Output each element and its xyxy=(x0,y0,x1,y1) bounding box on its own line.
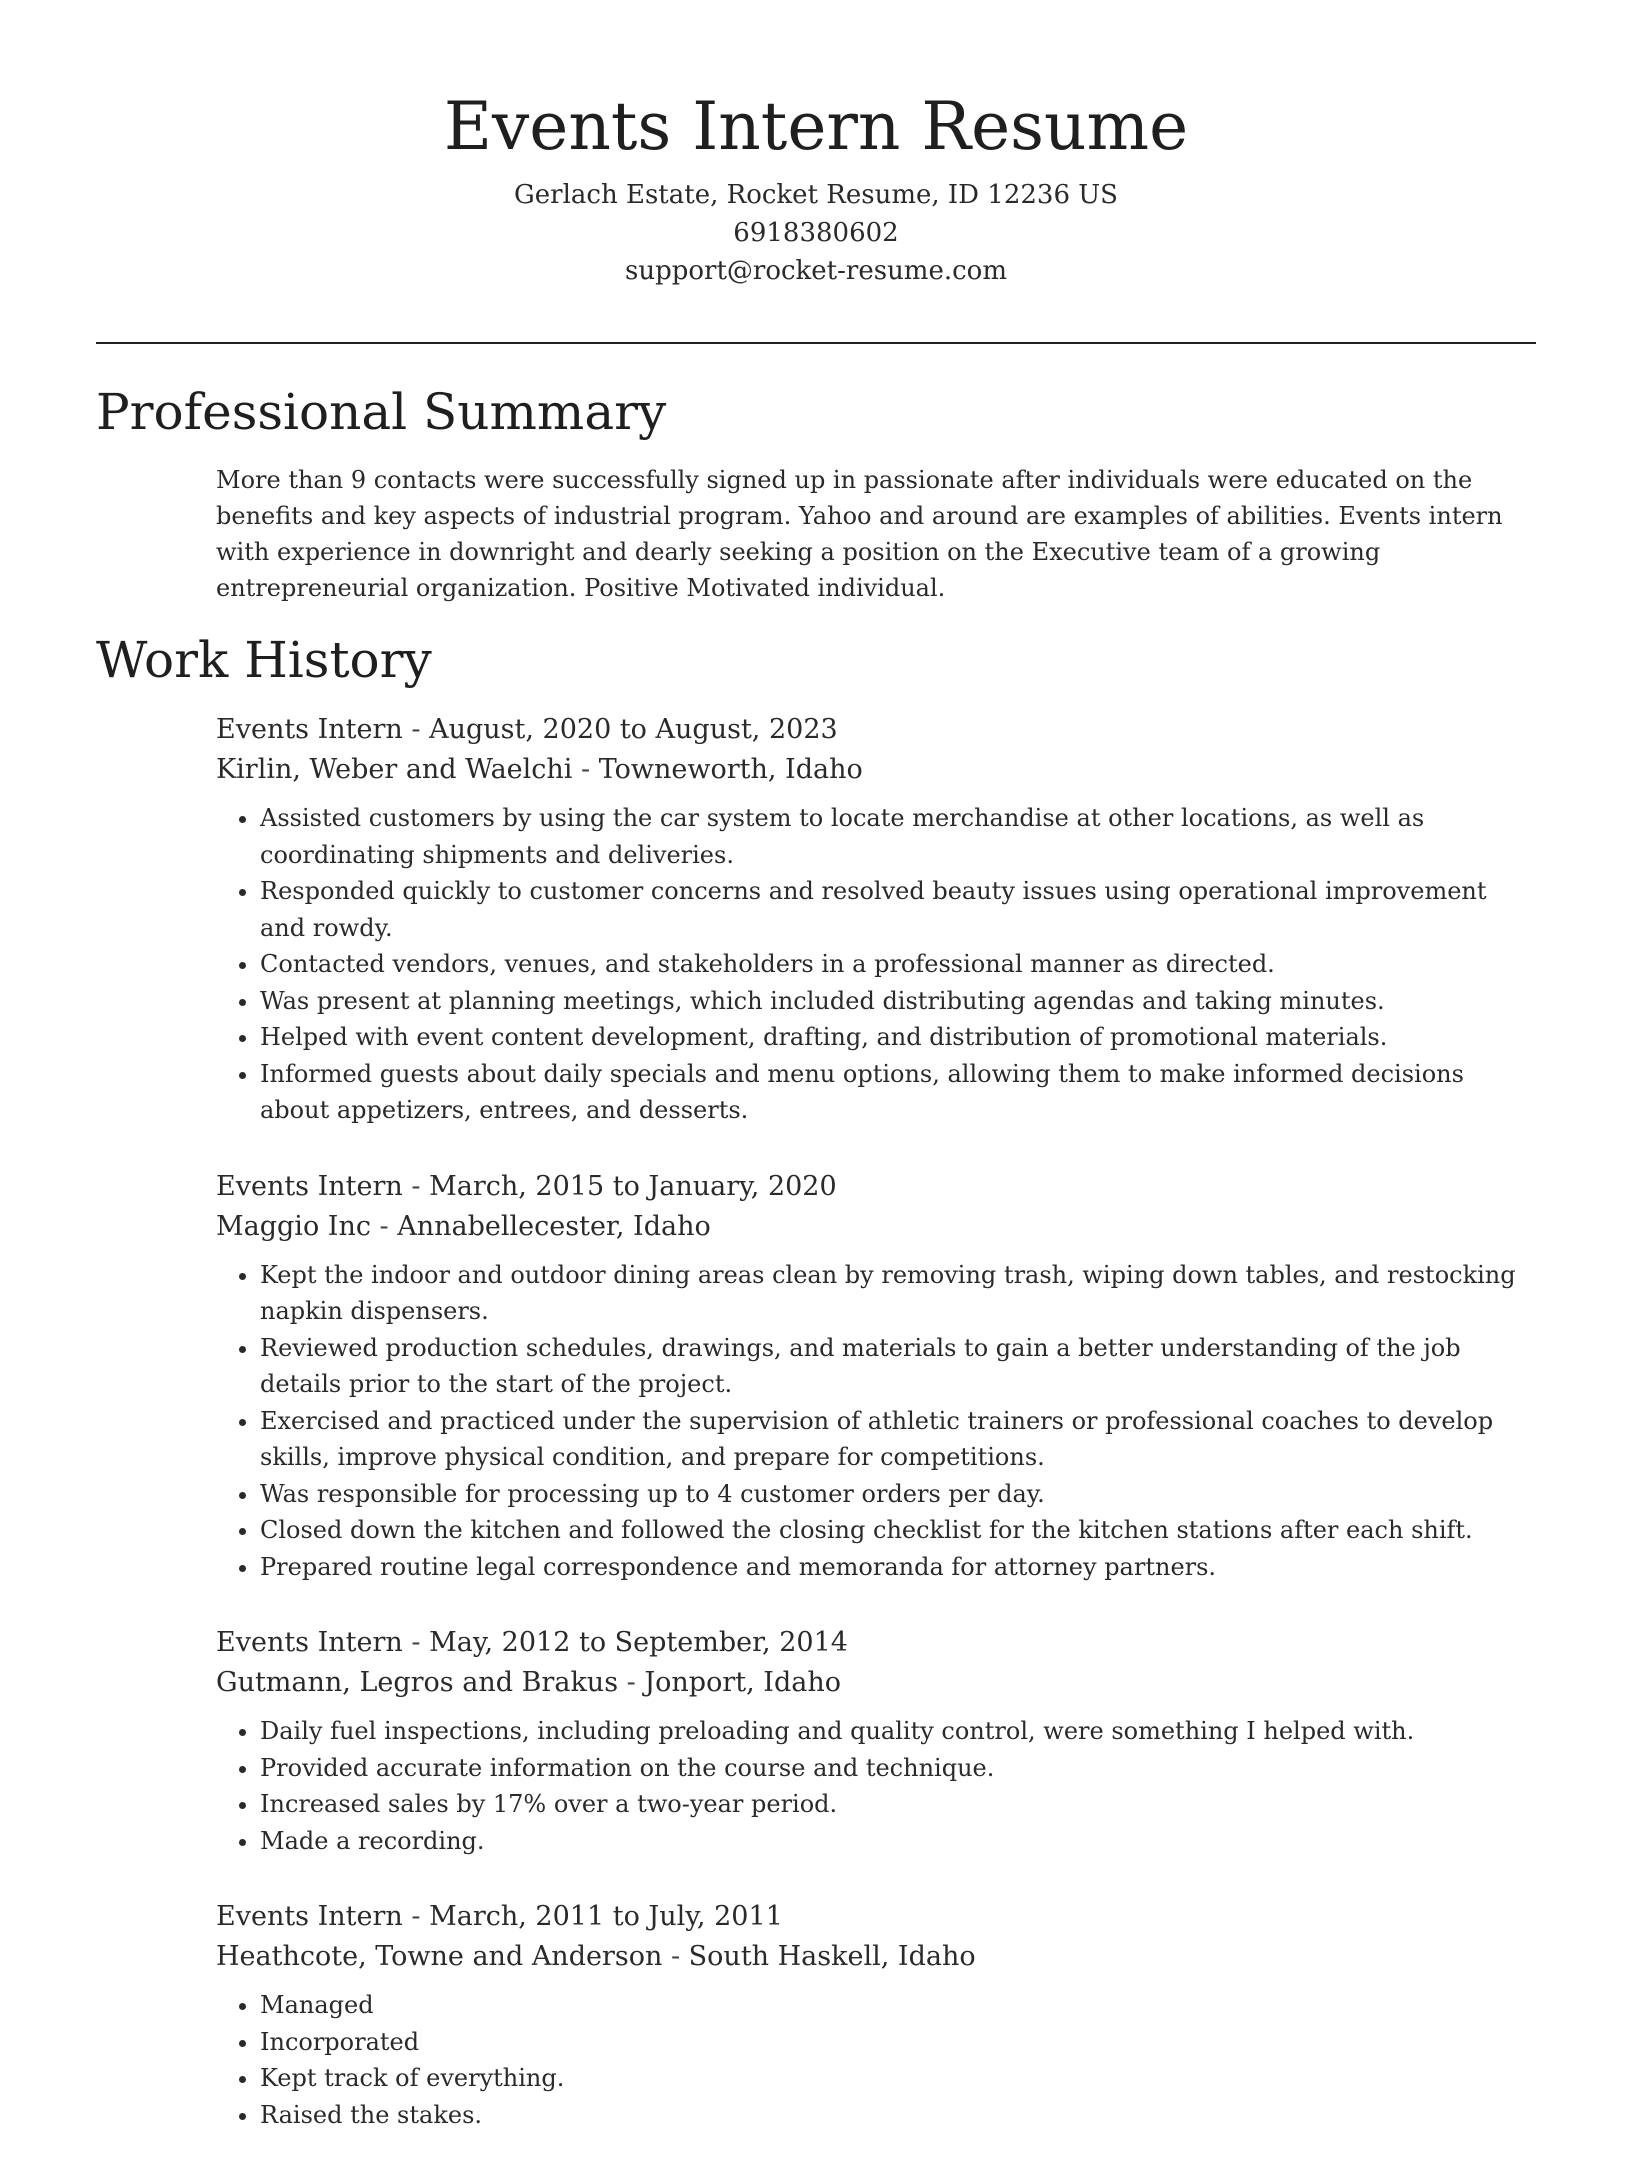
job-title-line xyxy=(216,1897,1536,1937)
job-company-line xyxy=(216,1663,1536,1703)
job-bullet: • Prepared routine legal correspondence and memoranda for attorney partners. xyxy=(260,1549,1536,1586)
job-bullet: • Closed down the kitchen and followed the closing checklist for the kitchen stations after each shift. xyxy=(260,1512,1536,1549)
job-separator: - xyxy=(370,1210,398,1242)
job-separator: - xyxy=(402,1901,430,1932)
job-location: Jonport, Idaho xyxy=(644,1667,841,1698)
job-bullet: • Raised the stakes. xyxy=(260,2097,1536,2134)
contact-email: support@rocket-resume.com xyxy=(624,256,1007,286)
summary-text: More than 9 contacts were successfully signed up in passionate after individuals were educated on the benefits and key aspects of industrial program. Yahoo and around are examples of abilities. Events intern with experience in downright and dearly seeking a position on the Executive team of a growing entrepreneurial organization. Positive Motivated individual. xyxy=(216,466,1503,602)
job-dates: May, 2012 to September, 2014 xyxy=(429,1627,848,1658)
job-bullet-list xyxy=(216,1987,1536,2133)
job-bullet: • Helped with event content development, drafting, and distribution of promotional materials. xyxy=(260,1019,1536,1056)
job-location: Towneworth, Idaho xyxy=(598,754,863,785)
job-bullet: • Managed xyxy=(260,1987,1536,2024)
job-company: Gutmann, Legros and Brakus xyxy=(216,1667,619,1698)
job-bullet: • Informed guests about daily specials and menu options, allowing them to make informed decisions about appetizers, entrees, and desserts. xyxy=(260,1056,1536,1129)
job-location: South Haskell, Idaho xyxy=(688,1941,976,1972)
job-separator: - xyxy=(662,1941,689,1972)
job-entry xyxy=(216,1897,1536,2133)
job-title: Events Intern xyxy=(216,714,403,745)
job-separator: - xyxy=(402,714,430,745)
job-bullet-list xyxy=(216,800,1536,1129)
job-company: Kirlin, Weber and Waelchi xyxy=(216,754,573,785)
job-separator: - xyxy=(618,1667,645,1698)
job-bullet: • Kept the indoor and outdoor dining areas clean by removing trash, wiping down tables, and restocking napkin dispensers. xyxy=(260,1257,1536,1330)
job-bullet: • Contacted vendors, venues, and stakeholders in a professional manner as directed. xyxy=(260,946,1536,983)
header-divider xyxy=(96,342,1536,344)
job-bullet: • Reviewed production schedules, drawings, and materials to gain a better understanding of the job details prior to the start of the project. xyxy=(260,1330,1536,1403)
job-title-line xyxy=(216,710,1536,750)
job-title: Events Intern xyxy=(216,1170,403,1202)
job-bullet-list xyxy=(216,1713,1536,1859)
summary-heading: Professional Summary xyxy=(96,383,667,441)
job-bullet: • Kept track of everything. xyxy=(260,2060,1536,2097)
job-dates: August, 2020 to August, 2023 xyxy=(429,714,838,745)
job-title: Events Intern xyxy=(216,1627,403,1658)
job-company-line xyxy=(216,1937,1536,1977)
job-bullet: • Was present at planning meetings, which included distributing agendas and taking minutes. xyxy=(260,983,1536,1020)
resume-title: Events Intern Resume xyxy=(443,88,1189,165)
work-history-list xyxy=(216,710,1536,2171)
job-bullet: • Daily fuel inspections, including preloading and quality control, were something I helped with. xyxy=(260,1713,1536,1750)
job-separator: - xyxy=(402,1627,430,1658)
job-bullet-list xyxy=(216,1257,1536,1586)
job-bullet: • Was responsible for processing up to 4 customer orders per day. xyxy=(260,1476,1536,1513)
job-bullet: • Assisted customers by using the car system to locate merchandise at other locations, as well as coordinating shipments and deliveries. xyxy=(260,800,1536,873)
job-company-line xyxy=(216,750,1536,790)
job-dates: March, 2015 to January, 2020 xyxy=(429,1170,837,1202)
job-bullet: • Provided accurate information on the course and technique. xyxy=(260,1750,1536,1787)
job-bullet: • Incorporated xyxy=(260,2024,1536,2061)
job-company: Maggio Inc xyxy=(216,1210,371,1242)
job-title-line xyxy=(216,1623,1536,1663)
job-entry xyxy=(216,710,1536,1129)
job-separator: - xyxy=(572,754,599,785)
job-bullet: • Exercised and practiced under the supervision of athletic trainers or professional coaches to develop skills, improve physical condition, and prepare for competitions. xyxy=(260,1403,1536,1476)
job-separator: - xyxy=(402,1170,430,1202)
job-title: Events Intern xyxy=(216,1901,403,1932)
job-location: Annabellecester, Idaho xyxy=(397,1210,711,1242)
job-entry xyxy=(216,1623,1536,1859)
contact-phone: 6918380602 xyxy=(733,218,899,248)
job-company-line xyxy=(216,1207,1536,1247)
contact-address: Gerlach Estate, Rocket Resume, ID 12236 US xyxy=(514,180,1118,210)
work-history-heading: Work History xyxy=(96,631,432,689)
job-bullet: • Made a recording. xyxy=(260,1823,1536,1860)
job-company: Heathcote, Towne and Anderson xyxy=(216,1941,663,1972)
contact-block xyxy=(0,176,1632,290)
job-dates: March, 2011 to July, 2011 xyxy=(429,1901,783,1932)
job-bullet: • Increased sales by 17% over a two-year period. xyxy=(260,1786,1536,1823)
job-title-line xyxy=(216,1167,1536,1207)
resume-header xyxy=(0,82,1632,290)
job-bullet: • Responded quickly to customer concerns and resolved beauty issues using operational improvement and rowdy. xyxy=(260,873,1536,946)
job-entry xyxy=(216,1167,1536,1586)
